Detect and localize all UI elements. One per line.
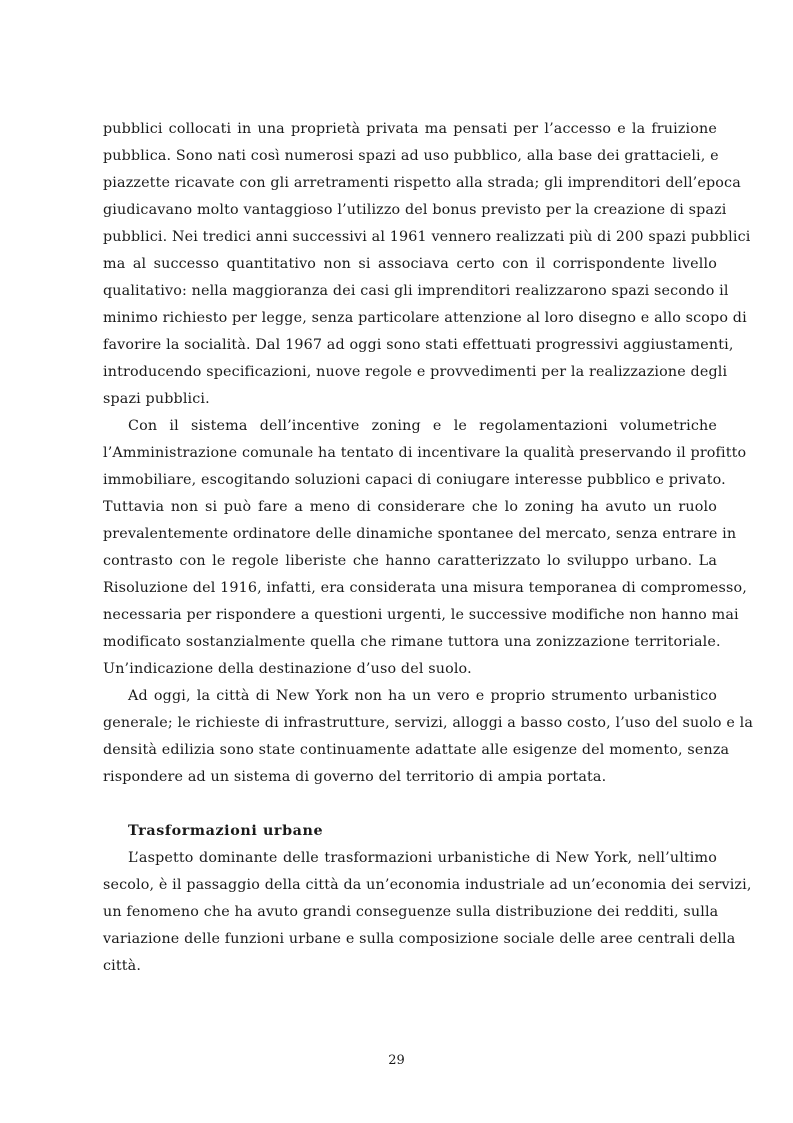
- text-line: l’Amministrazione comunale ha tentato di incentivare la qualità preservando il profitto: [103, 445, 747, 461]
- body-text: [103, 116, 754, 980]
- text-line: Risoluzione del 1916, infatti, era considerata una misura temporanea di compromesso,: [103, 580, 747, 596]
- paragraph: [103, 683, 754, 791]
- text-line: un fenomeno che ha avuto grandi conseguenze sulla distribuzione dei redditi, sulla: [103, 904, 719, 920]
- text-line: necessaria per rispondere a questioni urgenti, le successive modifiche non hanno mai: [103, 607, 739, 623]
- text-line: pubblici collocati in una proprietà privata ma pensati per l’accesso e la fruizione: [103, 121, 717, 137]
- text-line: qualitativo: nella maggioranza dei casi gli imprenditori realizzarono spazi secondo il: [103, 283, 729, 299]
- text-line: introducendo specificazioni, nuove regole e provvedimenti per la realizzazione degli: [103, 364, 728, 380]
- text-line: minimo richiesto per legge, senza particolare attenzione al loro disegno e allo scopo di: [103, 310, 747, 326]
- text-line: rispondere ad un sistema di governo del territorio di ampia portata.: [103, 769, 607, 785]
- text-line: città.: [103, 958, 142, 974]
- text-line: Un’indicazione della destinazione d’uso del suolo.: [103, 661, 472, 677]
- paragraph: [103, 116, 751, 413]
- text-line: pubblici. Nei tredici anni successivi al 1961 vennero realizzati più di 200 spazi pubblici: [103, 229, 751, 245]
- paragraph-gap: [103, 791, 717, 818]
- text-line: secolo, è il passaggio della città da un’economia industriale ad un’economia dei servizi,: [103, 877, 752, 893]
- text-line: ma al successo quantitativo non si associava certo con il corrispondente livello: [103, 256, 717, 272]
- text-line: pubblica. Sono nati così numerosi spazi ad uso pubblico, alla base dei grattacieli, e: [103, 148, 719, 164]
- text-line: piazzette ricavate con gli arretramenti rispetto alla strada; gli imprenditori dell’epoca: [103, 175, 741, 191]
- text-line: prevalentemente ordinatore delle dinamiche spontanee del mercato, senza entrare in: [103, 526, 737, 542]
- text-line: immobiliare, escogitando soluzioni capaci di coniugare interesse pubblico e privato.: [103, 472, 726, 488]
- text-line: spazi pubblici.: [103, 391, 210, 407]
- text-line: densità edilizia sono state continuamente adattate alle esigenze del momento, senza: [103, 742, 730, 758]
- text-line: variazione delle funzioni urbane e sulla composizione sociale delle aree centrali della: [103, 931, 736, 947]
- paragraph: [103, 845, 752, 980]
- text-line: favorire la socialità. Dal 1967 ad oggi sono stati effettuati progressivi aggiustamenti,: [103, 337, 734, 353]
- section-heading: Trasformazioni urbane: [128, 823, 324, 839]
- text-line: L’aspetto dominante delle trasformazioni urbanistiche di New York, nell’ultimo: [128, 850, 717, 866]
- text-line: generale; le richieste di infrastrutture, servizi, alloggi a basso costo, l’uso del suolo e la: [103, 715, 754, 731]
- text-line: Tuttavia non si può fare a meno di considerare che lo zoning ha avuto un ruolo: [103, 499, 717, 515]
- paragraph: [103, 413, 747, 683]
- text-line: Ad oggi, la città di New York non ha un vero e proprio strumento urbanistico: [128, 688, 717, 704]
- text-line: Con il sistema dell’incentive zoning e le regolamentazioni volumetriche: [128, 418, 717, 434]
- text-line: contrasto con le regole liberiste che hanno caratterizzato lo sviluppo urbano. La: [103, 553, 717, 569]
- text-line: giudicavano molto vantaggioso l’utilizzo del bonus previsto per la creazione di spazi: [103, 202, 727, 218]
- text-line: modificato sostanzialmente quella che rimane tuttora una zonizzazione territoriale.: [103, 634, 721, 650]
- page-number: 29: [388, 1053, 405, 1068]
